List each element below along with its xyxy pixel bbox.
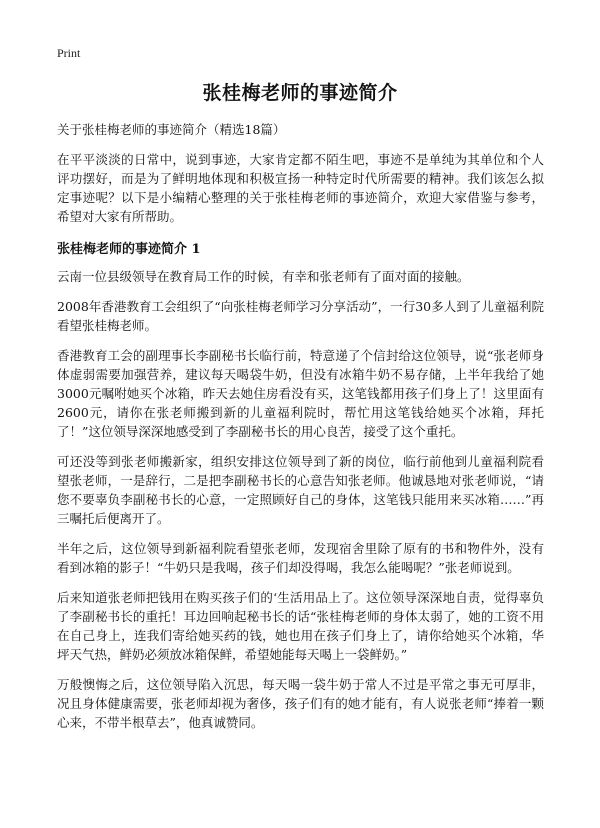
paragraph: 后来知道张老师把钱用在购买孩子们的‘生活用品上了。这位领导深深地自责，觉得辜负了李副秘书长的重托！耳边回响起秘书长的话“张桂梅老师的身体太弱了，她的工资不用在自己身上，连我们寄给她买药的钱，她也用在孩子们身上了，请你给她买个冰箱，华坪天气热，鲜奶必须放冰箱保鲜，希望她能每天喝上一袋鲜奶。”	[57, 590, 544, 662]
paragraph: 可还没等到张老师搬新家，组织安排这位领导到了新的岗位，临行前他到儿童福利院看望张老师，一是辞行，二是把李副秘书长的心意告知张老师。他诚恳地对张老师说，“请您不要辜负李副秘书长的心意，一定照顾好自己的身体，这笔钱只能用来买冰箱……”再三嘱托后便离开了。	[57, 454, 544, 526]
section-heading: 张桂梅老师的事迹简介 1	[57, 242, 201, 257]
paragraph: 云南一位县级领导在教育局工作的时候，有幸和张老师有了面对面的接触。	[57, 269, 470, 284]
paragraph: 香港教育工会的副理事长李副秘书长临行前，特意递了个信封给这位领导，说“张老师身体虚弱需要加强营养，建议每天喝袋牛奶，但没有冰箱牛奶不易存储，上半年我给了她3000元嘱咐她买个冰箱，昨天去她住房看没有买，这笔钱都用孩子们身上了！这里面有2600元，请你在张老师搬到新的儿童福利院时，帮忙用这笔钱给她买个冰箱，拜托了！”这位领导深深地感受到了李副秘书长的用心良苦，接受了这个重托。	[57, 348, 544, 439]
print-link[interactable]: Print	[57, 46, 81, 60]
article-body	[57, 150, 544, 743]
page-title: 张桂梅老师的事迹简介	[202, 82, 398, 104]
subtitle: 关于张桂梅老师的事迹简介（精选18篇）	[57, 122, 286, 137]
paragraph: 万般懊悔之后，这位领导陷入沉思，每天喝一袋牛奶于常人不过是平常之事无可厚非，况且身体健康需要，张老师却视为奢侈，孩子们有的她才能有，有人说张老师“捧着一颗心来，不带半根草去”，他真诚赞同。	[57, 677, 544, 730]
intro-paragraph: 在平平淡淡的日常中，说到事迹，大家肯定都不陌生吧，事迹不是单纯为其单位和个人评功摆好，而是为了鲜明地体现和积极宣扬一种特定时代所需要的精神。我们该怎么拟定事迹呢？以下是小编精心整理的关于张桂梅老师的事迹简介，欢迎大家借鉴与参考，希望对大家有所帮助。	[57, 152, 544, 224]
paragraph: 2008年香港教育工会组织了“向张桂梅老师学习分享活动”，一行30多人到了儿童福利院看望张桂梅老师。	[57, 299, 544, 333]
paragraph: 半年之后，这位领导到新福利院看望张老师，发现宿舍里除了原有的书和物件外，没有看到冰箱的影子！“牛奶只是我喝，孩子们却没得喝，我怎么能喝呢？”张老师说到。	[57, 541, 544, 575]
